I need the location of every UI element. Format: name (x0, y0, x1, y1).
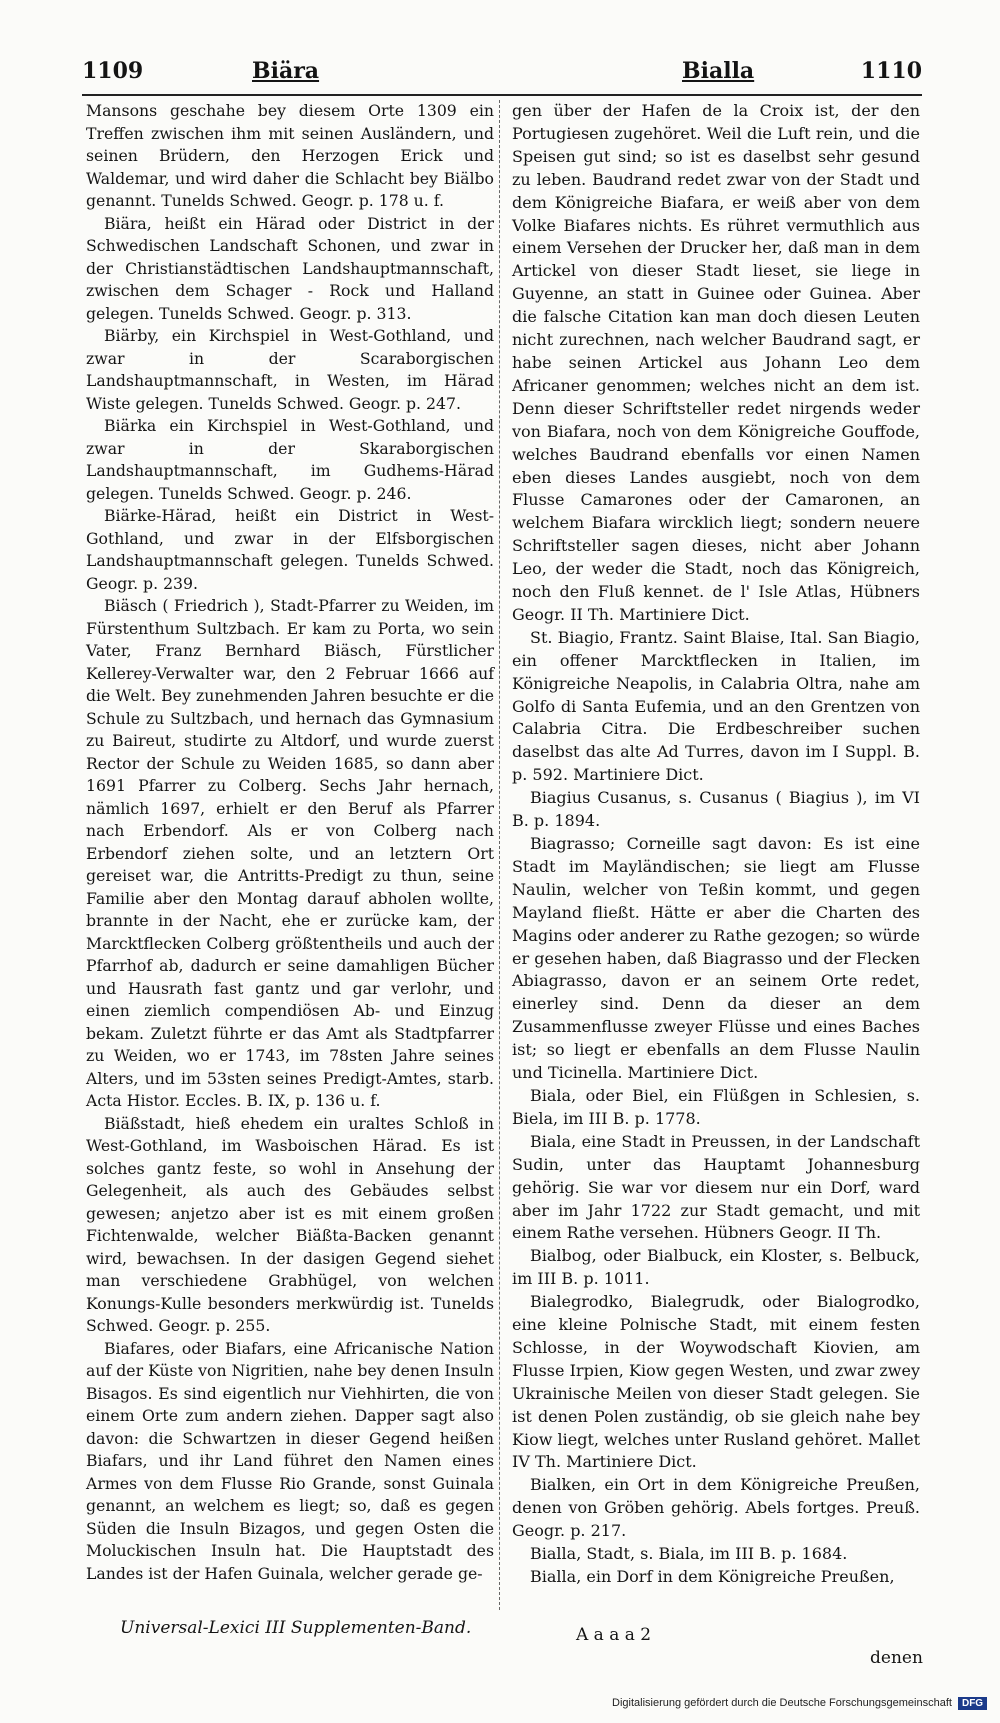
running-header (82, 58, 922, 88)
lexicon-entry: Biala, oder Biel, ein Flüßgen in Schlesien, s. Biela, im III B. p. 1778. (512, 1085, 920, 1128)
left-column (86, 100, 494, 1585)
lexicon-entry: Biärka ein Kirchspiel in West-Gothland, und zwar in der Skaraborgischen Landshauptmannschaft, im Gudhems-Härad gelegen. Tunelds Schwed. Geogr. p. 246. (86, 416, 494, 503)
header-catchword-left: Biära (252, 58, 320, 84)
lexicon-entry: Biäsch ( Friedrich ), Stadt-Pfarrer zu Weiden, im Fürstenthum Sultzbach. Er kam zu Porta, wo sein Vater, Franz Bernhard Biäsch, Fürstlicher Kellerey-Verwalter war, den 2 Februar 1666 auf die Welt. Bey zunehmenden Jahren besuchte er die Schule zu Sultzbach, und hernach das Gymnasium zu Baireut, studirte zu Altdorf, und wurde zuerst Rector der Schule zu Weiden 1685, so dann aber 1691 Pfarrer zu Colberg. Sechs Jahr hernach, nämlich 1697, erhielt er den Beruf als Pfarrer nach Erbendorf. Als er von Colberg nach Erbendorf ziehen solte, und an letztern Ort gereiset war, die Antritts-Predigt zu thun, seine Familie aber den Montag darauf abholen wollte, brannte in der Nacht, ehe er zurücke kam, der Marcktflecken Colberg größtentheils und auch der Pfarrhof ab, dadurch er seine damahligen Bücher und Hausrath fast gantz und gar verlohr, und einen ziemlich compendiösen Ab- und Einzug bekam. Zuletzt führte er das Amt als Stadtpfarrer zu Weiden, wo er 1743, im 78sten Jahre seines Alters, und im 53sten seines Predigt-Amtes, starb. Acta Histor. Eccles. B. IX, p. 136 u. f. (86, 596, 494, 1110)
lexicon-entry: Biärke-Härad, heißt ein District in West-Gothland, und zwar in der Elfsborgischen Landshauptmannschaft gelegen. Tunelds Schwed. Geogr. p. 239. (86, 506, 494, 593)
lexicon-entry: Bialbog, oder Bialbuck, ein Kloster, s. Belbuck, im III B. p. 1011. (512, 1246, 920, 1289)
lexicon-entry: Biafares, oder Biafars, eine Africanische Nation auf der Küste von Nigritien, nahe bey denen Insuln Bisagos. Es sind eigentlich nur Viehhirten, die von einem Orte zum andern ziehen. Dapper sagt also davon: die Schwartzen in dieser Gegend heißen Biafars, und ihr Land führet den Namen eines Armes von dem Flusse Rio Grande, sonst Guinala genannt, an welchem es liegt; so, daß es gegen Süden die Insuln Bizagos, und gegen Osten die Moluckischen Insuln hat. Die Hauptstadt des Landes ist der Hafen Guinala, welcher gerade ge- (86, 1338, 494, 1583)
lexicon-entry: Bialken, ein Ort in dem Königreiche Preußen, denen von Gröben gehörig. Abels fortges. Preuß. Geogr. p. 217. (512, 1475, 920, 1541)
digitization-credit (612, 1697, 992, 1717)
header-catchword-right: Bialla (682, 58, 755, 84)
lexicon-entry: Mansons geschahe bey diesem Orte 1309 ein Treffen zwischen ihm mit seinen Ausländern, und seinen Brüdern, den Herzogen Erick und Waldemar, und wird daher die Schlacht bey Biälbo genannt. Tunelds Schwed. Geogr. p. 178 u. f. (86, 101, 494, 210)
credit-text: Digitalisierung gefördert durch die Deutsche Forschungsgemeinschaft (612, 1697, 952, 1709)
lexicon-entry: Bialla, ein Dorf in dem Königreiche Preußen, (530, 1567, 895, 1586)
lexicon-entry: Biagius Cusanus, s. Cusanus ( Biagius ), im VI B. p. 1894. (512, 788, 920, 831)
lexicon-entry: St. Biagio, Frantz. Saint Blaise, Ital. San Biagio, ein offener Marcktflecken in Italien, im Königreiche Neapolis, in Calabria Oltra, nahe am Golfo di Santa Eufemia, und an den Grentzen von Calabria Citra. Die Erdbeschreiber suchen daselbst das alte Ad Turres, davon im I Suppl. B. p. 592. Martiniere Dict. (512, 627, 920, 785)
lexicon-entry: Biärby, ein Kirchspiel in West-Gothland, und zwar in der Scaraborgischen Landshauptmannschaft, in Westen, im Härad Wiste gelegen. Tunelds Schwed. Geogr. p. 247. (86, 326, 494, 413)
right-column (512, 100, 920, 1589)
volume-signature: Universal-Lexici III Supplementen-Band. (120, 1618, 472, 1638)
page-number-left: 1109 (82, 58, 144, 84)
lexicon-entry: gen über der Hafen de la Croix ist, der den Portugiesen zugehöret. Weil die Luft rein, und die Speisen gut sind; so ist es daselbst sehr gesund zu leben. Baudrand redet zwar von der Stadt und dem Königreiche Biafara, er weiß aber von dem Volke Biafares nichts. Es rühret vermuthlich aus einem Versehen der Drucker her, daß man in dem Artickel von dieser Stadt lieset, sie liege in Guyenne, an statt in Guinee oder Guinea. Aber die falsche Citation kan man doch diesen Leuten nicht zurechnen, nach welcher Baudrand sagt, er habe seinen Artickel aus Johann Leo dem Africaner genommen; welches nicht an dem ist. Denn dieser Schriftsteller redet nirgends weder von Biafara, noch von dem Königreiche Gouffode, welches Baudrand ebenfalls vor einen Namen eben dieses Landes ausgiebt, noch von dem Flusse Camarones oder der Camaronen, an welchem Biafara wircklich liegt; sondern neuere Schriftsteller sagen dieses, nicht aber Johann Leo, der weder die Stadt, noch das Königreich, noch den Fluß kennet. de l' Isle Atlas, Hübners Geogr. II Th. Martiniere Dict. (512, 101, 920, 624)
lexicon-entry: Biära, heißt ein Härad oder District in der Schwedischen Landschaft Schonen, und zwar in der Christianstädtischen Landshauptmannschaft, zwischen dem Schager - Rock und Halland gelegen. Tunelds Schwed. Geogr. p. 313. (86, 213, 494, 323)
lexicon-entry: Bialla, Stadt, s. Biala, im III B. p. 1684. (530, 1544, 848, 1564)
lexicon-entry: Biäßstadt, hieß ehedem ein uraltes Schloß in West-Gothland, im Wasboischen Härad. Es ist solches gantz feste, so wohl in Ansehung der Gelegenheit, als auch des Gebäudes selbst gewesen; anjetzo aber ist es mit einem großen Fichtenwalde, welcher Biäßta-Backen genannt wird, bewachsen. In der dasigen Gegend siehet man verschiedene Grabhügel, von welchen Konungs-Kulle besonders merkwürdig ist. Tunelds Schwed. Geogr. p. 255. (86, 1113, 494, 1335)
page-number-right: 1110 (860, 58, 922, 84)
catchword: denen (870, 1648, 923, 1668)
dfg-logo: DFG (958, 1697, 987, 1710)
lexicon-entry: Biala, eine Stadt in Preussen, in der Landschaft Sudin, unter das Hauptamt Johannesburg gehörig. Sie war vor diesem nur ein Dorf, ward aber im Jahr 1722 zur Stadt gemacht, und mit einem Rathe versehen. Hübners Geogr. II Th. (512, 1131, 920, 1243)
header-rule (82, 94, 922, 96)
lexicon-entry: Bialegrodko, Bialegrudk, oder Bialogrodko, eine kleine Polnische Stadt, mit einem festen Schlosse, in der Woywodschaft Kiovien, am Flusse Irpien, Kiow gegen Westen, und zwar zwey Ukrainische Meilen von dieser Stadt gelegen. Sie ist denen Polen zuständig, ob sie gleich nahe bey Kiow liegt, welches unter Rusland gehöret. Mallet IV Th. Martiniere Dict. (512, 1292, 920, 1472)
column-separator (499, 100, 500, 1610)
lexicon-entry: Biagrasso; Corneille sagt davon: Es ist eine Stadt im Mayländischen; sie liegt am Flusse Naulin, welcher von Teßin kommt, und gegen Mayland fließt. Hätte er aber die Charten des Magins oder anderer zu Rathe gezogen; so würde er gesehen haben, daß Biagrasso und der Flecken Abiagrasso, davon er an seinem Orte redet, einerley sind. Denn da dieser an dem Zusammenflusse zweyer Flüsse und eines Baches ist; so liegt er ebenfalls an dem Flusse Naulin und Ticinella. Martiniere Dict. (512, 834, 920, 1083)
signature-mark: A a a a 2 (576, 1625, 652, 1645)
